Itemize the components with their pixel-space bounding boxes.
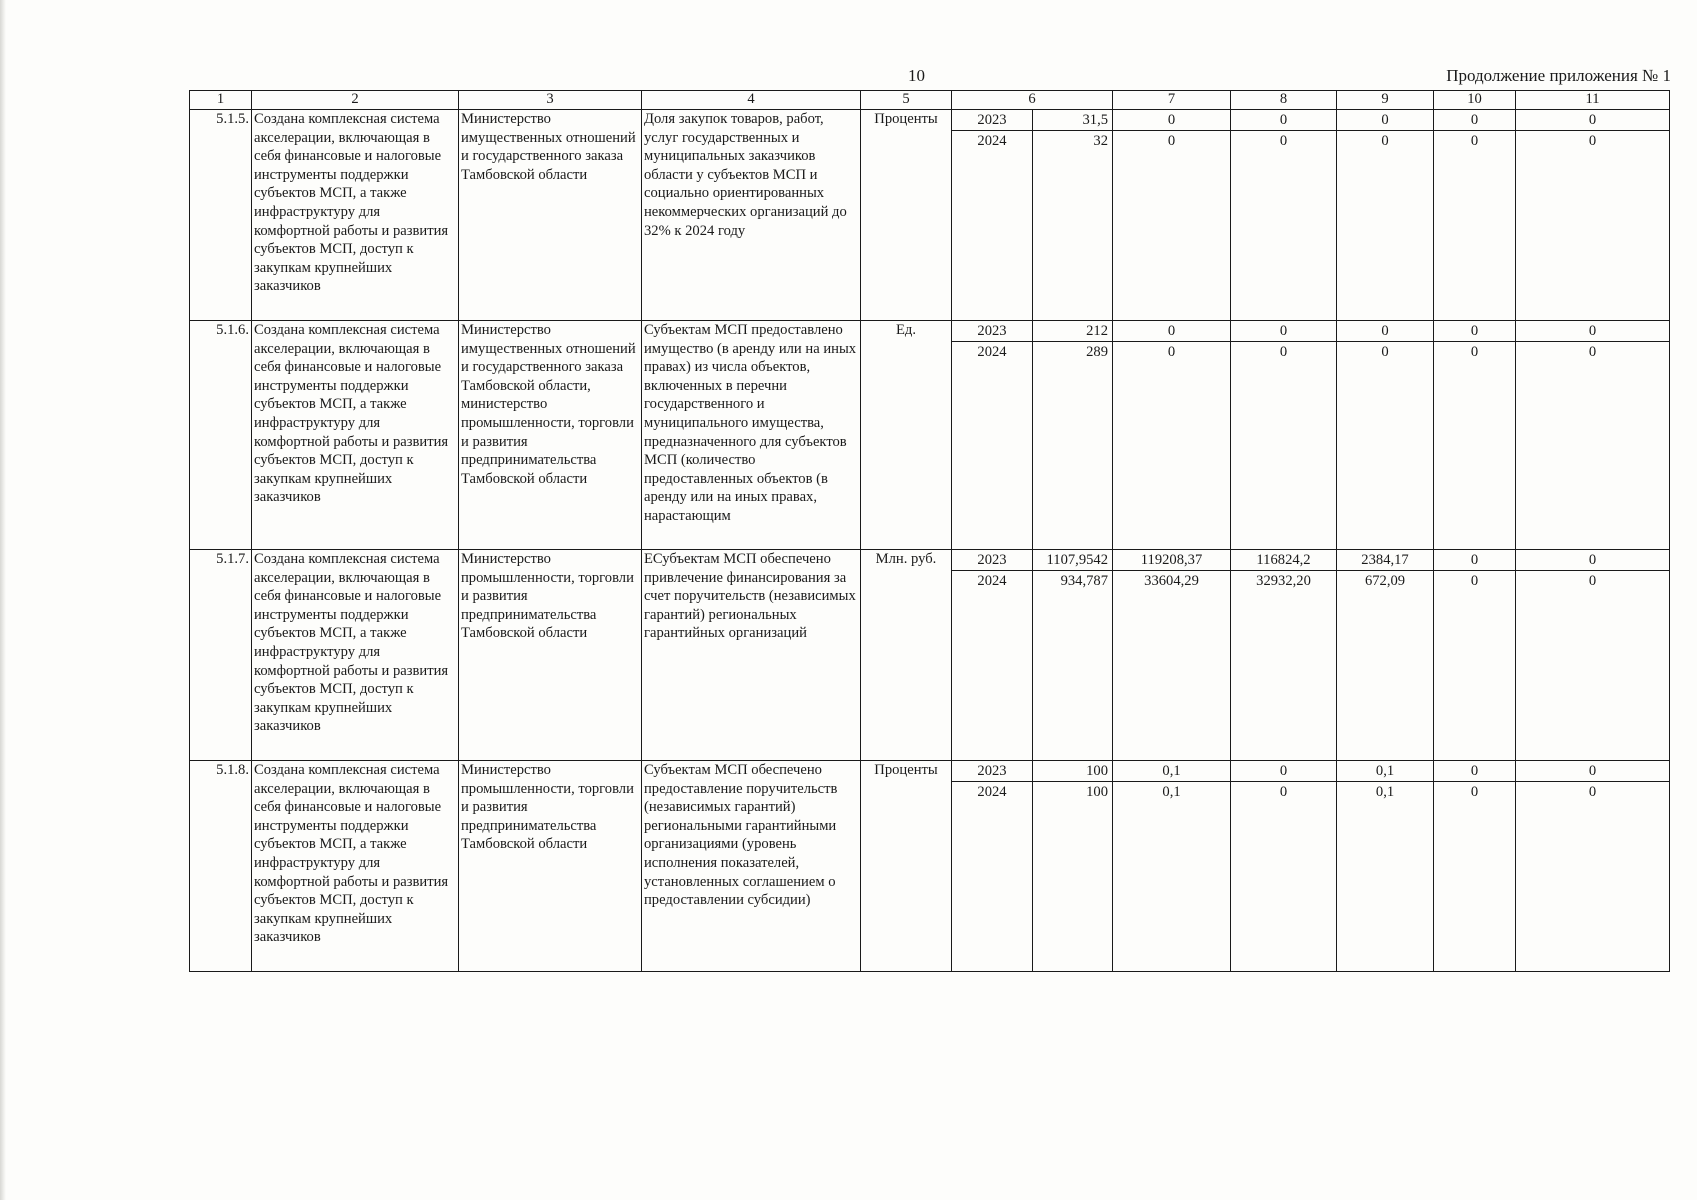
page-number: 10	[908, 66, 925, 85]
continuation-label: Продолжение приложения № 1	[1446, 66, 1671, 85]
value-cell: 0	[1434, 571, 1516, 761]
column-header: 2	[252, 91, 459, 110]
value-cell: 0	[1516, 131, 1670, 321]
table-row	[190, 761, 1670, 782]
result-cell	[252, 761, 459, 972]
value-cell: 0	[1434, 321, 1516, 342]
column-header: 7	[1113, 91, 1231, 110]
column-header: 1	[190, 91, 252, 110]
year-cell: 2024	[952, 342, 1033, 550]
value-cell: 0	[1231, 782, 1337, 972]
column-header: 11	[1516, 91, 1670, 110]
value-cell: 0	[1337, 110, 1434, 131]
value-cell: 0	[1434, 110, 1516, 131]
indicator-text: Субъектам МСП предоставлено имущество (в аренду или на иных правах) из числа объектов, включенных в перечни государственного и муниципального имущества, предназначенного для субъектов МСП (количество предоставленных объектов (в аренду или на иных правах, нарастающим	[644, 322, 857, 524]
value-cell: 33604,29	[1113, 571, 1231, 761]
column-header: 4	[642, 91, 861, 110]
unit-cell: Млн. руб.	[861, 550, 952, 761]
year-cell: 2023	[952, 321, 1033, 342]
unit-cell: Проценты	[861, 110, 952, 321]
value-cell: 2384,17	[1337, 550, 1434, 571]
value-cell: 0	[1516, 110, 1670, 131]
indicator-cell: Субъектам МСП обеспечено предоставление поручительств (независимых гарантий) региональными гарантийными организациями (уровень исполнения показателей, установленных соглашением о предоставлении субсидии)	[642, 761, 861, 972]
responsible-cell: Министерство имущественных отношений и государственного заказа Тамбовской области	[459, 110, 642, 321]
value-cell: 116824,2	[1231, 550, 1337, 571]
result-text: Создана комплексная система акселерации, включающая в себя финансовые и налоговые инструменты поддержки субъектов МСП, а также инфраструктуру для комфортной работы и развития субъектов МСП, доступ к закупкам крупнейших заказчиков	[254, 551, 449, 735]
value-cell: 0,1	[1337, 782, 1434, 972]
value-cell: 100	[1033, 761, 1113, 782]
value-cell: 0,1	[1113, 761, 1231, 782]
value-cell: 31,5	[1033, 110, 1113, 131]
value-cell: 0	[1231, 342, 1337, 550]
row-number: 5.1.7.	[190, 550, 252, 761]
value-cell: 0	[1434, 550, 1516, 571]
table-row	[190, 550, 1670, 571]
row-number: 5.1.6.	[190, 321, 252, 550]
value-cell: 0,1	[1337, 761, 1434, 782]
value-cell: 0	[1516, 782, 1670, 972]
result-text: Создана комплексная система акселерации, включающая в себя финансовые и налоговые инструменты поддержки субъектов МСП, а также инфраструктуру для комфортной работы и развития субъектов МСП, доступ к закупкам крупнейших заказчиков	[254, 762, 449, 946]
value-cell: 0	[1231, 131, 1337, 321]
year-cell: 2023	[952, 550, 1033, 571]
result-cell	[252, 110, 459, 321]
unit-cell: Проценты	[861, 761, 952, 972]
indicator-cell: ЕСубъектам МСП обеспечено привлечение финансирования за счет поручительств (независимых гарантий) региональных гарантийных организаций	[642, 550, 861, 761]
value-cell: 0	[1434, 782, 1516, 972]
value-cell: 0	[1113, 342, 1231, 550]
value-cell: 0	[1231, 110, 1337, 131]
row-number: 5.1.5.	[190, 110, 252, 321]
value-cell: 0	[1516, 550, 1670, 571]
column-numbers-row	[190, 91, 1670, 110]
unit-cell: Ед.	[861, 321, 952, 550]
value-cell: 0	[1434, 761, 1516, 782]
value-cell: 0	[1113, 321, 1231, 342]
year-cell: 2024	[952, 131, 1033, 321]
value-cell: 0	[1337, 321, 1434, 342]
year-cell: 2023	[952, 761, 1033, 782]
column-header: 9	[1337, 91, 1434, 110]
value-cell: 0	[1231, 321, 1337, 342]
responsible-cell: Министерство промышленности, торговли и развития предпринимательства Тамбовской области	[459, 761, 642, 972]
indicators-table	[189, 90, 1670, 972]
value-cell: 212	[1033, 321, 1113, 342]
value-cell: 934,787	[1033, 571, 1113, 761]
value-cell: 0	[1337, 131, 1434, 321]
value-cell: 0	[1434, 131, 1516, 321]
value-cell: 32932,20	[1231, 571, 1337, 761]
value-cell: 289	[1033, 342, 1113, 550]
value-cell: 0	[1337, 342, 1434, 550]
row-number: 5.1.8.	[190, 761, 252, 972]
year-cell: 2023	[952, 110, 1033, 131]
indicator-cell	[642, 321, 861, 550]
value-cell: 0,1	[1113, 782, 1231, 972]
result-cell	[252, 321, 459, 550]
table-row	[190, 110, 1670, 131]
value-cell: 119208,37	[1113, 550, 1231, 571]
column-header: 10	[1434, 91, 1516, 110]
column-header: 3	[459, 91, 642, 110]
column-header: 8	[1231, 91, 1337, 110]
value-cell: 0	[1231, 761, 1337, 782]
value-cell: 0	[1516, 342, 1670, 550]
scan-edge	[0, 0, 6, 1200]
year-cell: 2024	[952, 782, 1033, 972]
value-cell: 100	[1033, 782, 1113, 972]
value-cell: 0	[1516, 761, 1670, 782]
value-cell: 0	[1434, 342, 1516, 550]
result-text: Создана комплексная система акселерации, включающая в себя финансовые и налоговые инструменты поддержки субъектов МСП, а также инфраструктуру для комфортной работы и развития субъектов МСП, доступ к закупкам крупнейших заказчиков	[254, 322, 449, 506]
value-cell: 0	[1113, 110, 1231, 131]
value-cell: 32	[1033, 131, 1113, 321]
column-header: 5	[861, 91, 952, 110]
year-cell: 2024	[952, 571, 1033, 761]
value-cell: 0	[1516, 571, 1670, 761]
table-row	[190, 321, 1670, 342]
result-cell	[252, 550, 459, 761]
value-cell: 0	[1516, 321, 1670, 342]
value-cell: 0	[1113, 131, 1231, 321]
responsible-cell: Министерство имущественных отношений и государственного заказа Тамбовской области, министерство промышленности, торговли и развития предпринимательства Тамбовской области	[459, 321, 642, 550]
indicator-cell: Доля закупок товаров, работ, услуг государственных и муниципальных заказчиков области у субъектов МСП и социально ориентированных некоммерческих организаций до 32% к 2024 году	[642, 110, 861, 321]
column-header: 6	[952, 91, 1113, 110]
responsible-cell: Министерство промышленности, торговли и развития предпринимательства Тамбовской области	[459, 550, 642, 761]
value-cell: 1107,9542	[1033, 550, 1113, 571]
value-cell: 672,09	[1337, 571, 1434, 761]
result-text: Создана комплексная система акселерации, включающая в себя финансовые и налоговые инструменты поддержки субъектов МСП, а также инфраструктуру для комфортной работы и развития субъектов МСП, доступ к закупкам крупнейших заказчиков	[254, 111, 449, 295]
